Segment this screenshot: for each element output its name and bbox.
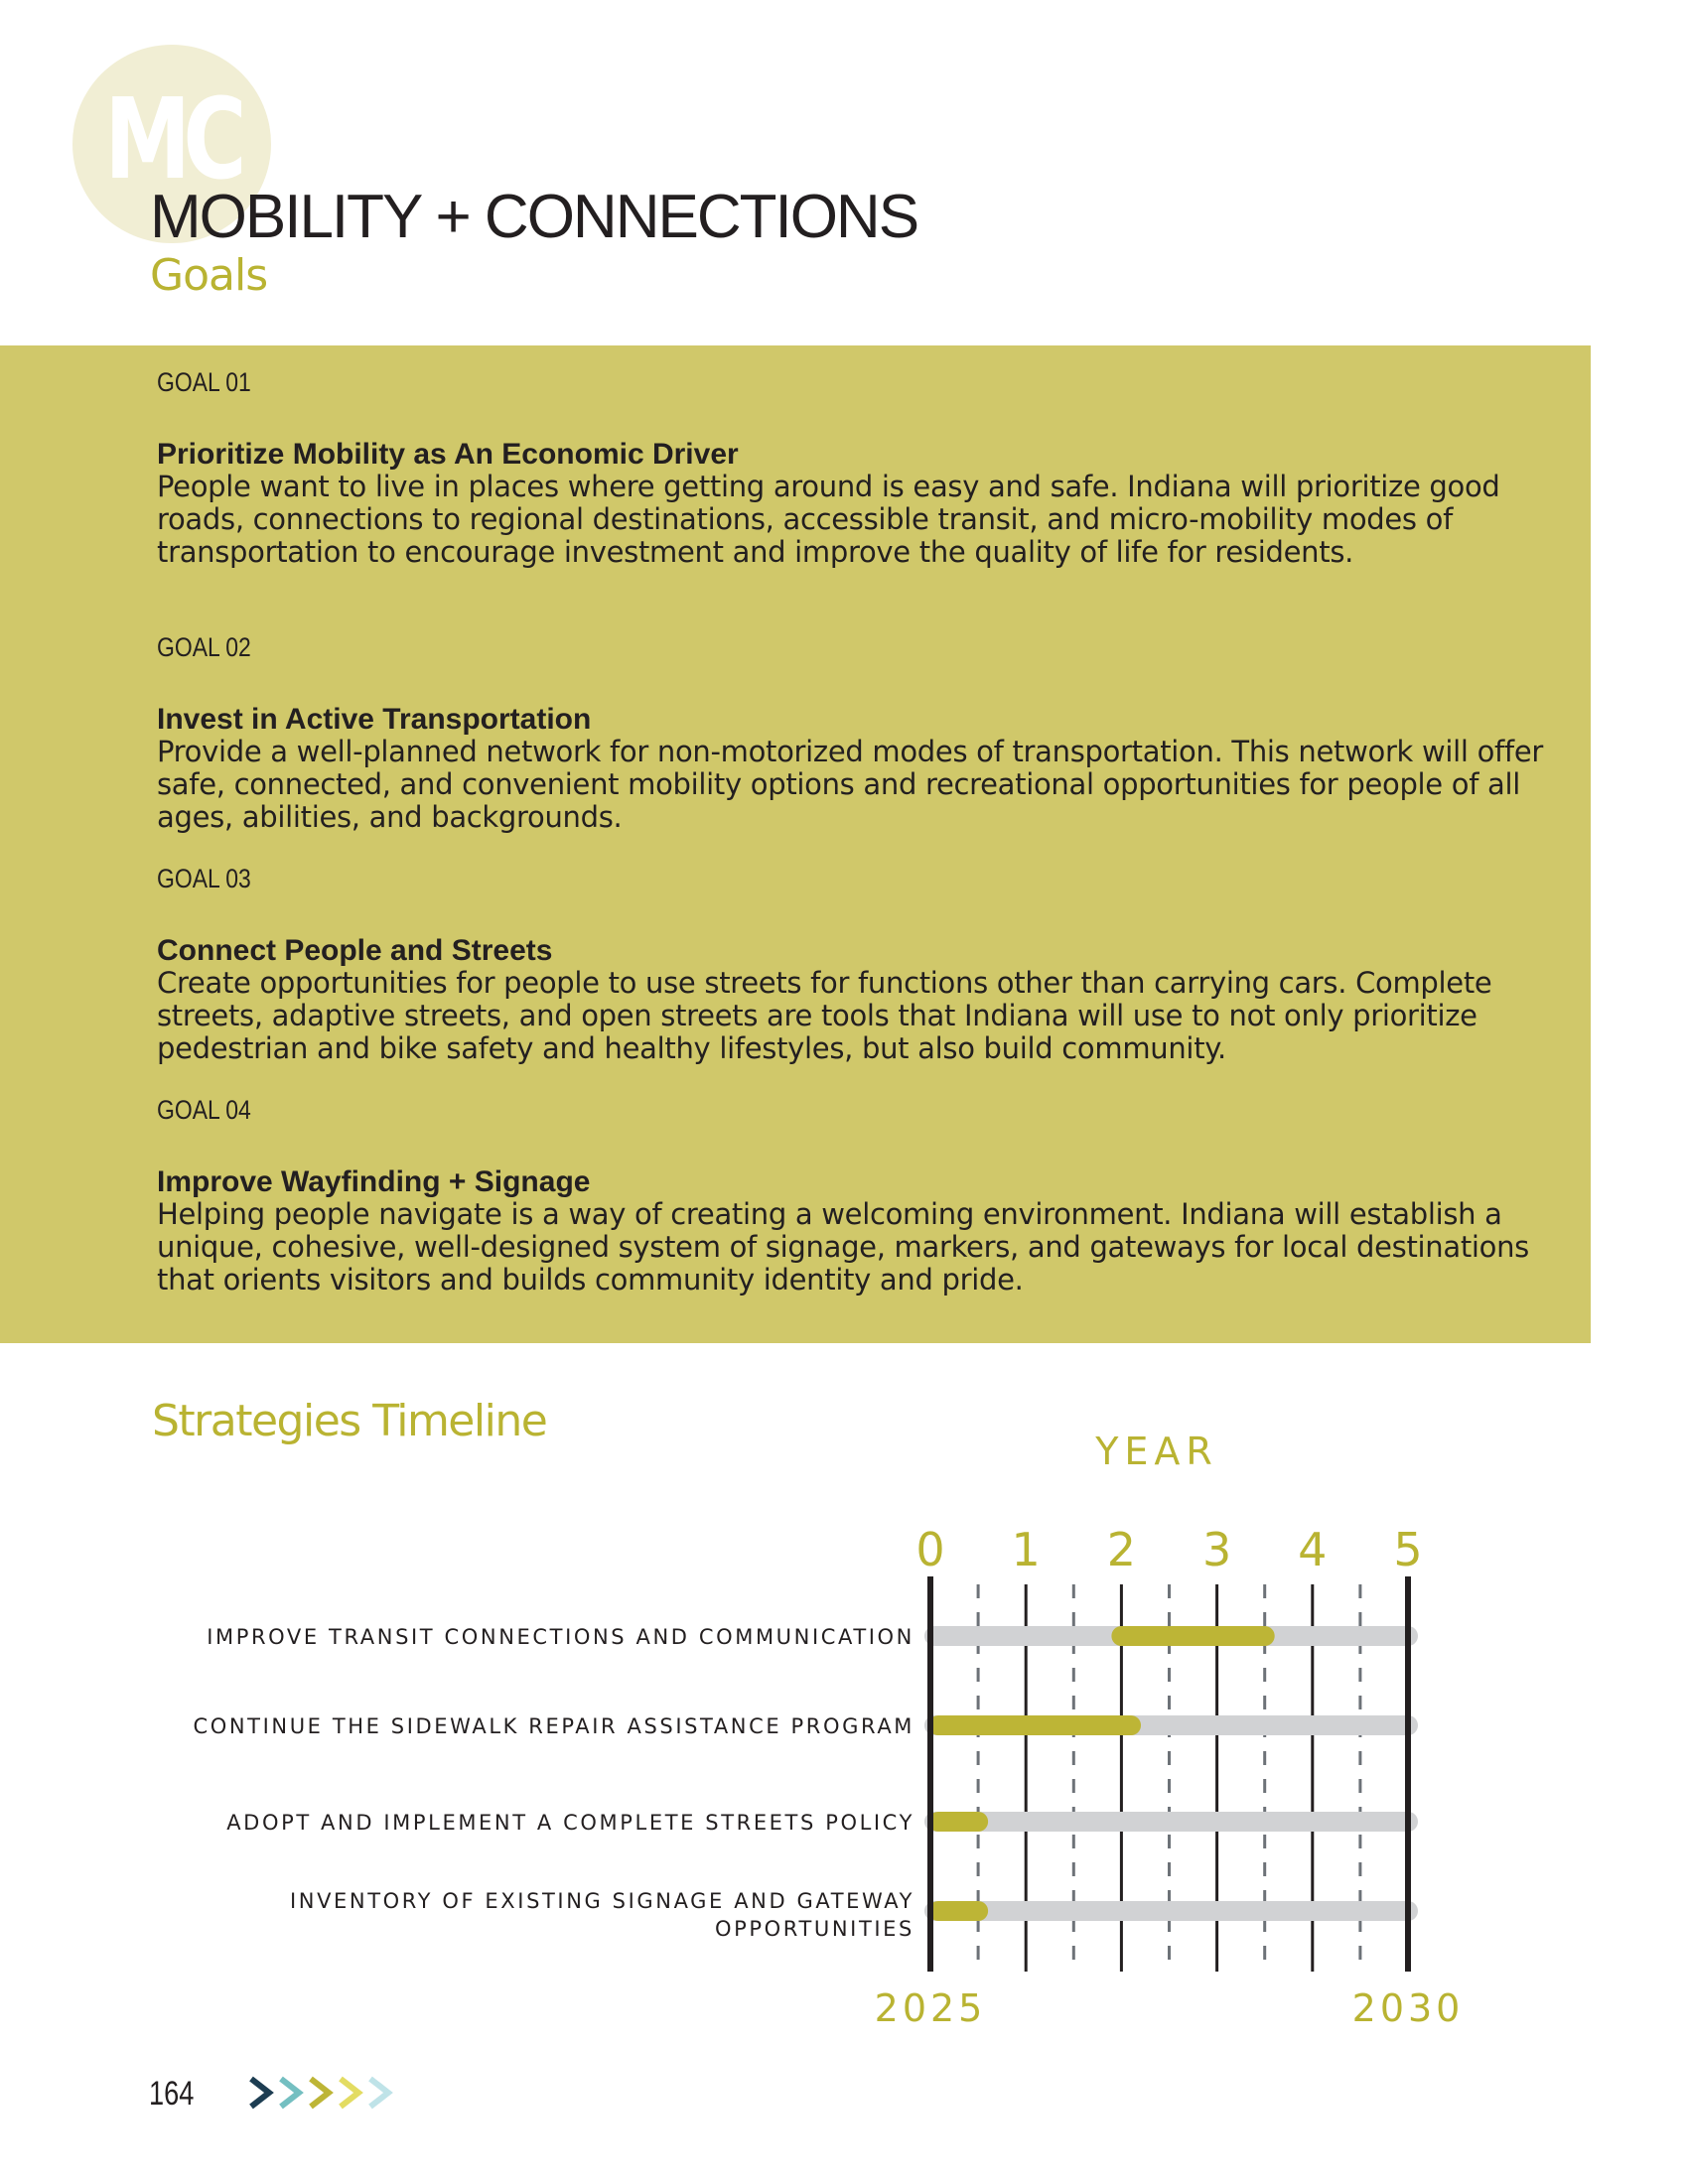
goal-04	[157, 1095, 1567, 1297]
goal-number: GOAL 01	[157, 367, 251, 397]
goal-text: Helping people navigate is a way of creating a welcoming environment. Indiana will establish a unique, cohesive, well-designed system of signage, markers, and gateways for local destinations that orients visitors and builds community identity and pride.	[157, 1197, 1529, 1297]
tick-label: 5	[1393, 1523, 1423, 1576]
goal-heading: Connect People and Streets	[157, 934, 553, 967]
timeline-title: Strategies Timeline	[152, 1396, 547, 1446]
page-title: MOBILITY + CONNECTIONS	[150, 183, 918, 251]
goal-02	[157, 632, 1567, 834]
strategy-label: CONTINUE THE SIDEWALK REPAIR ASSISTANCE PROGRAM	[193, 1714, 914, 1738]
tick-label: 4	[1298, 1523, 1328, 1576]
goal-text: People want to live in places where getting around is easy and safe. Indiana will prioritize good roads, connections to regional destinations, accessible transit, and micro-mobility modes of transportation to encourage investment and improve the quality of life for residents.	[157, 470, 1500, 569]
start-year-label: 2025	[874, 1986, 987, 2030]
chevron-icon	[362, 2071, 400, 2115]
goal-text: Provide a well-planned network for non-motorized modes of transportation. This network will offer safe, connected, and convenient mobility options and recreational opportunities for people of all ages, abilities, and backgrounds.	[157, 735, 1544, 834]
goal-03	[157, 864, 1567, 1065]
tick-label: 3	[1201, 1523, 1232, 1576]
badge-letters: MC	[104, 75, 239, 205]
tick-label: 0	[915, 1523, 945, 1576]
axis-title: YEAR	[1095, 1430, 1218, 1473]
strategy-label: OPPORTUNITIES	[715, 1917, 914, 1941]
tick-label: 1	[1011, 1523, 1041, 1576]
goal-number: GOAL 02	[157, 632, 251, 662]
strategy-label: INVENTORY OF EXISTING SIGNAGE AND GATEWAY	[289, 1889, 914, 1913]
goals-panel	[0, 345, 1591, 1343]
strategy-label: ADOPT AND IMPLEMENT A COMPLETE STREETS POLICY	[226, 1811, 914, 1835]
strategy-label: IMPROVE TRANSIT CONNECTIONS AND COMMUNICATION	[207, 1625, 914, 1649]
goal-heading: Improve Wayfinding + Signage	[157, 1165, 591, 1198]
goal-heading: Invest in Active Transportation	[157, 703, 592, 736]
goal-heading: Prioritize Mobility as An Economic Driver	[157, 438, 739, 471]
timeline-chart	[0, 1410, 1688, 2045]
goal-number: GOAL 04	[157, 1095, 251, 1125]
page-number: 164	[149, 2075, 195, 2113]
page-subtitle: Goals	[150, 250, 268, 301]
tick-label: 2	[1106, 1523, 1137, 1576]
goal-number: GOAL 03	[157, 864, 251, 893]
goal-text: Create opportunities for people to use streets for functions other than carrying cars. Complete streets, adaptive streets, and open streets are tools that Indiana will use to not only prioritize pedestrian and bike safety and healthy lifestyles, but also build community.	[157, 966, 1492, 1065]
end-year-label: 2030	[1351, 1986, 1465, 2030]
goal-01	[157, 367, 1567, 569]
